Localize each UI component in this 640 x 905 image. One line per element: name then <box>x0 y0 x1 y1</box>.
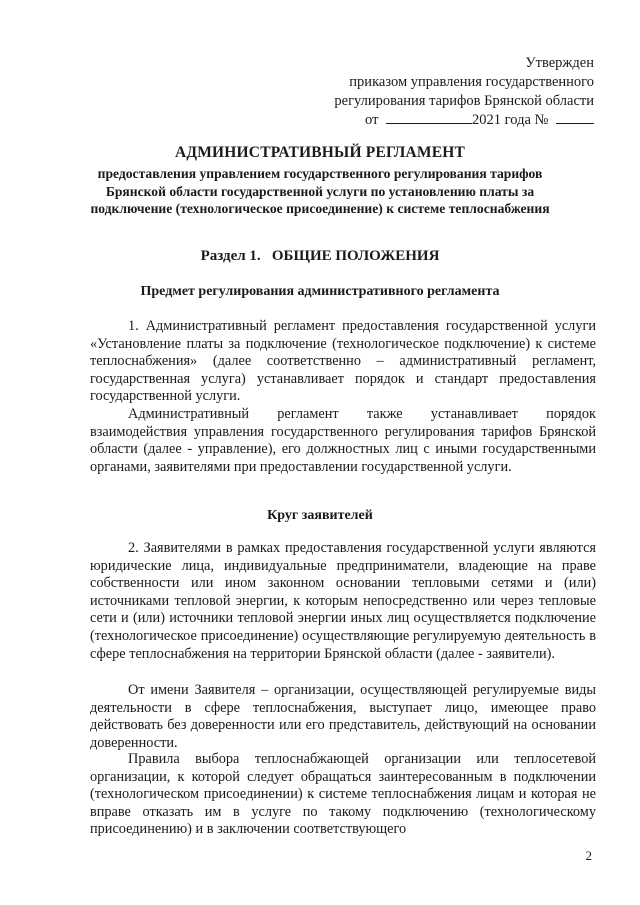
approval-line-2: приказом управления государственного <box>349 74 594 90</box>
paragraph-3: 2. Заявителями в рамках предоставления государственной услуги являются юридические лица, индивидуальные предприниматели, владеющие на праве собственности или ином законном основании тепловыми сетями и (или) источниками тепловой энергии, к которым непосредственно или через тепловые сети и (или) источники тепловой энергии иных лиц осуществляется подключение (технологическое присоединение) осуществляющие регулируемую деятельность в сфере теплоснабжения на территории Брянской области (далее - заявители). <box>90 540 596 662</box>
date-blank <box>386 111 472 124</box>
paragraph-2: Административный регламент также устанавливает порядок взаимодействия управления государственного регулирования тарифов Брянской области (далее - управление), его должностных лиц с иными государственными органами, заявителями при предоставлении государственной услуги. <box>90 406 596 475</box>
document-title: АДМИНИСТРАТИВНЫЙ РЕГЛАМЕНТ <box>174 144 466 161</box>
subheading-regulation-subject: Предмет регулирования административного регламента <box>140 284 500 299</box>
subheading-applicants: Круг заявителей <box>267 508 373 523</box>
paragraph-5: Правила выбора теплоснабжающей организации или теплосетевой организации, к которой следует обращаться заинтересованным в подключении (технологическом присоединении) к системе теплоснабжения лицам и которая не вправе отказать им в услуге по такому подключению (технологическому присоединению) и в заключении соответствующего <box>90 751 596 838</box>
approval-line-4 <box>334 111 594 130</box>
page-number: 2 <box>585 848 592 863</box>
approval-date-middle: 2021 года № <box>472 112 549 128</box>
approval-line-3: регулирования тарифов Брянской области <box>334 93 594 109</box>
document-subtitle: предоставления управлением государственного регулирования тарифов Брянской области государственной услуги по установлению платы за подключение (технологическое присоединение) к системе теплоснабжения <box>90 166 550 216</box>
section-heading: Раздел 1. ОБЩИЕ ПОЛОЖЕНИЯ <box>200 248 440 264</box>
approval-line-1: Утвержден <box>525 55 594 71</box>
approval-block <box>334 54 594 130</box>
paragraph-1: 1. Административный регламент предоставления государственной услуги «Установление платы за подключение (технологическое подключение) к системе теплоснабжения» (далее соответственно – административный регламент, государственная услуга) устанавливает порядок и стандарт предоставления государственной услуги. <box>90 318 596 405</box>
number-blank <box>556 111 594 124</box>
approval-date-prefix: от <box>365 112 379 128</box>
paragraph-4: От имени Заявителя – организации, осуществляющей регулируемые виды деятельности в сфере теплоснабжения, выступает лицо, имеющее право действовать без доверенности или его представитель, действующий на основании доверенности. <box>90 682 596 751</box>
